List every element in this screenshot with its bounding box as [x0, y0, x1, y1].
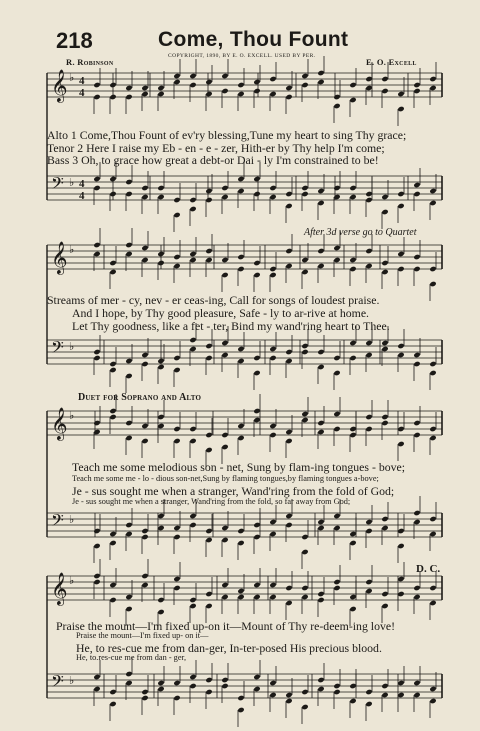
lyric-line-3-soprano-2: Je - sus sought me when a stranger, Wand'ring from the fold of God; — [72, 484, 395, 498]
svg-text:𝄢: 𝄢 — [51, 671, 64, 695]
svg-text:♭: ♭ — [69, 409, 75, 422]
svg-text:𝄢: 𝄢 — [51, 510, 64, 534]
lyric-line-2-verse-2: And I hope, by Thy good pleasure, Safe - ly to ar-rive at home. — [72, 306, 370, 320]
svg-text:♭: ♭ — [69, 513, 75, 526]
lyric-line-1-verse-1: Alto 1 Come,Thou Fount of ev'ry blessing,Tune my heart to sing Thy grace; — [47, 128, 407, 142]
svg-text:4: 4 — [79, 178, 85, 190]
lyricist-credit: R. Robinson — [66, 57, 114, 67]
svg-text:4: 4 — [79, 75, 85, 87]
svg-text:♭: ♭ — [69, 340, 75, 353]
copyright-notice: COPYRIGHT, 1890, BY E. O. EXCELL. USED BY PER. — [168, 53, 316, 59]
svg-text:𝄢: 𝄢 — [51, 173, 64, 197]
svg-text:♭: ♭ — [69, 71, 75, 84]
lyric-line-4-verse-2: He, to res-cue me from dan-ger, In-ter-posed His precious blood. — [76, 641, 382, 655]
composer-credit: E. O. Excell — [366, 57, 417, 67]
lyric-line-1-verse-3: Bass 3 Oh, to grace how great a debt-or Dai - ly I'm constrained to be! — [47, 153, 379, 167]
svg-text:♭: ♭ — [69, 574, 75, 587]
quartet-direction: After 3d verse go to Quartet — [304, 227, 417, 238]
svg-text:♭: ♭ — [69, 674, 75, 687]
lyric-line-4-echo-1: Praise the mount—I'm fixed up- on it— — [76, 631, 209, 640]
svg-text:𝄞: 𝄞 — [51, 407, 68, 440]
hymn-number: 218 — [56, 28, 93, 53]
svg-text:𝄢: 𝄢 — [51, 337, 64, 361]
hymn-title: Come, Thou Fount — [158, 28, 349, 51]
svg-text:4: 4 — [79, 87, 85, 99]
lyric-line-1-verse-2: Tenor 2 Here I raise my Eb - en - e - zer, Hith-er by Thy help I'm come; — [47, 141, 385, 155]
lyric-line-2-verse-3: Let Thy goodness, like a fet - ter, Bind my wand'ring heart to Thee. — [72, 319, 390, 333]
lyric-line-3-soprano-1: Teach me some melodious son - net, Sung by flam-ing tongues - bove; — [72, 460, 406, 474]
svg-text:𝄞: 𝄞 — [51, 572, 68, 605]
svg-text:𝄞: 𝄞 — [51, 241, 68, 274]
svg-text:♭: ♭ — [69, 176, 75, 189]
lyric-line-3-alto-1: Teach me some me - lo - dious son-net,Sung by flaming tongues,by flaming tongues a-bove; — [72, 474, 379, 483]
svg-text:♭: ♭ — [69, 243, 75, 256]
svg-text:4: 4 — [79, 190, 85, 202]
lyric-line-4-echo-2: He, to.res-cue me from dan - ger, — [76, 653, 187, 662]
svg-text:𝄞: 𝄞 — [51, 69, 68, 102]
da-capo-marking: D. C. — [416, 563, 441, 575]
lyric-line-3-alto-2: Je - sus sought me when a stranger, Wand'ring from the fold, so far away from God; — [72, 497, 351, 506]
duet-heading: Duet for Soprano and Alto — [78, 392, 202, 403]
lyric-line-4-verse-1: Praise the mount—I'm fixed up-on it—Mount of Thy re-deem-ing love! — [56, 619, 396, 633]
lyric-line-2-verse-1: Streams of mer - cy, nev - er ceas-ing, Call for songs of loudest praise. — [47, 293, 380, 307]
